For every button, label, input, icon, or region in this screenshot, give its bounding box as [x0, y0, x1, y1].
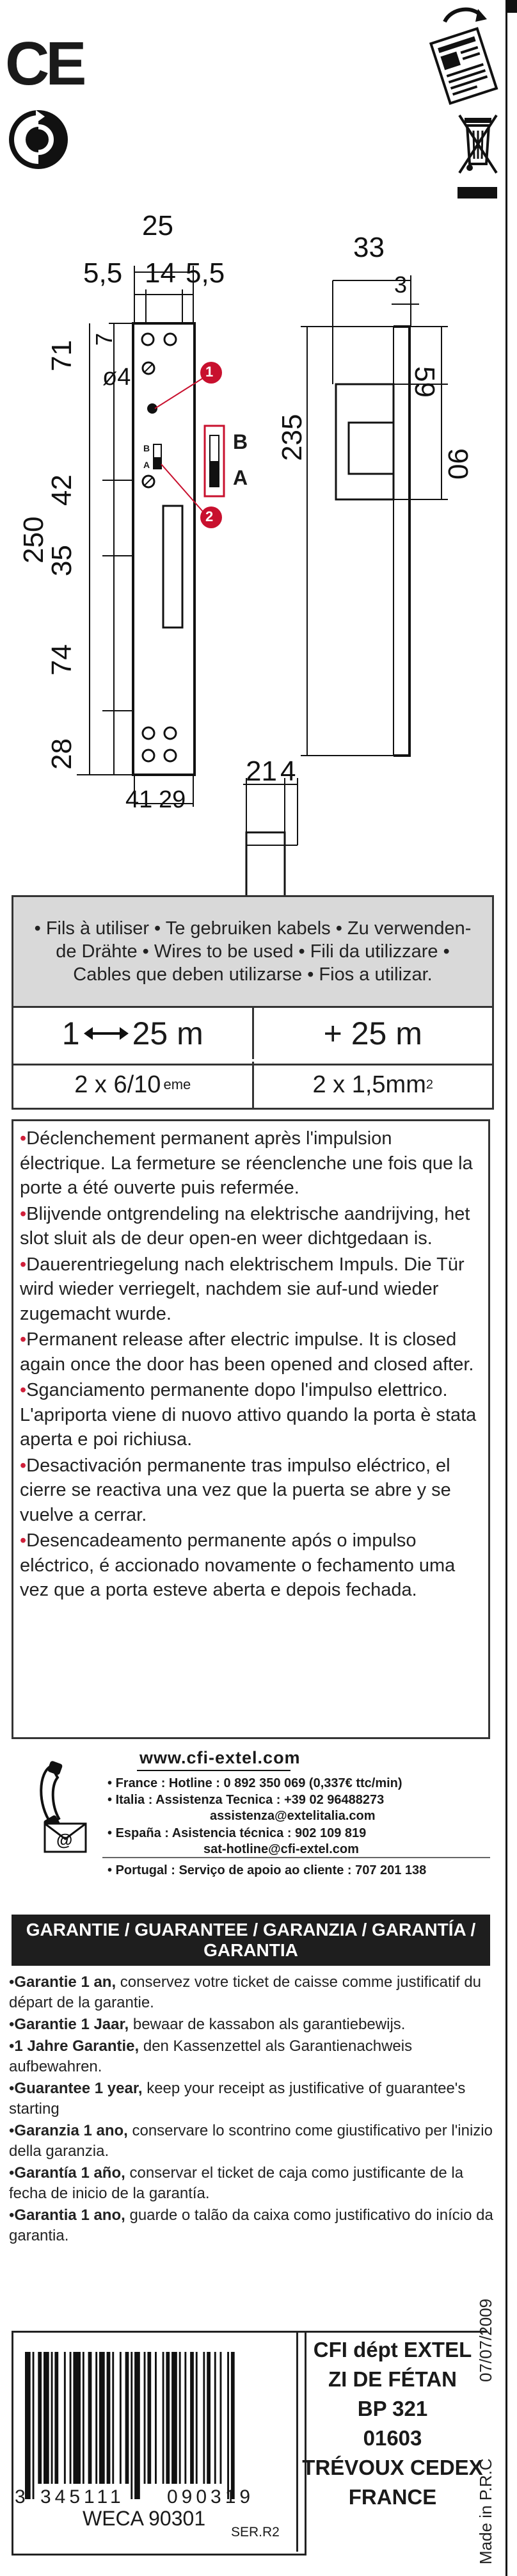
- section-2-sup: 2: [426, 1077, 433, 1092]
- barcode-bar: [33, 2352, 35, 2499]
- series-code: SER.R2: [231, 2525, 280, 2540]
- green-dot-icon: [6, 108, 70, 172]
- dim-h5: 74: [46, 644, 77, 676]
- description-item: •Permanent release after electric impulse. It is closed again once the door has been opened and closed after.: [20, 1329, 474, 1375]
- guarantee-item: •Garantie 1 an, conservez votre ticket de caisse comme justificatif du départ de la garantie.: [9, 1973, 482, 2011]
- wires-cell-section-2: [252, 1062, 493, 1108]
- manual-icon: [426, 3, 501, 111]
- barcode-bar: [112, 2352, 114, 2484]
- barcode-bar: [179, 2352, 181, 2484]
- dim-height-total: 250: [18, 516, 49, 563]
- crossed-bin-icon: [456, 109, 500, 184]
- barcode-bar: [125, 2352, 129, 2484]
- description-item: •Desencadeamento permanente após o impulso eléctrico, é accionado novamente o fechamento uma vez que a porta esteve aberta e depois fechada.: [20, 1530, 456, 1600]
- section-1-value: 2 x 6/10: [74, 1071, 161, 1098]
- barcode-digits-left: 345111: [40, 2486, 125, 2507]
- wires-row-distance: [13, 1006, 492, 1059]
- marker-2: 2: [205, 508, 214, 524]
- description-box: [12, 1119, 490, 1739]
- distance-start: 1: [61, 1016, 80, 1051]
- barcode-digits-right: 090319: [167, 2486, 255, 2507]
- dim-part-w1: 21: [246, 756, 277, 787]
- barcode-bar: [131, 2352, 132, 2499]
- contact-italia-mail: assistenza@extelitalia.com: [210, 1809, 376, 1823]
- barcode-bar: [214, 2352, 216, 2484]
- guarantee-item: •1 Jahre Garantie, den Kassenzettel als Garantienachweis aufbewahren.: [9, 2037, 413, 2075]
- double-arrow-icon: [84, 1024, 129, 1043]
- contact-portugal: • Portugal : Serviço de apoio ao cliente : 707 201 138: [107, 1863, 427, 1877]
- address-block: [296, 2331, 487, 2552]
- wires-heading: • Fils à utiliser • Te gebruiken kabels • Zu verwenden-de Drähte • Wires to be used • Fili da utilizzare • Cables que deben utilizarse • Fios a utilizar.: [13, 897, 492, 1006]
- barcode-bar: [44, 2352, 49, 2484]
- wires-cell-distance-2: + 25 m: [252, 1008, 493, 1059]
- website-link[interactable]: www.cfi-extel.com: [139, 1748, 301, 1767]
- dim-hole: ø4: [102, 364, 131, 391]
- barcode-image: [25, 2352, 294, 2499]
- barcode-bar: [231, 2352, 235, 2499]
- ce-mark: CE: [5, 29, 83, 98]
- barcode-bar: [107, 2352, 111, 2484]
- dim-bottom2: 29: [159, 786, 186, 813]
- barcode-bar: [25, 2352, 31, 2499]
- switch-label-a-small: A: [143, 460, 150, 470]
- dim-width-total: 25: [142, 210, 173, 241]
- svg-text:@: @: [56, 1830, 73, 1849]
- wires-table: [12, 895, 494, 1065]
- barcode-bar: [144, 2352, 146, 2484]
- made-in: Made in P.R.C: [476, 2458, 495, 2564]
- switch-label-a: A: [233, 466, 248, 489]
- dim-part-w2: 4: [280, 756, 296, 787]
- description-item: •Desactivación permanente tras impulso eléctrico, el cierre se reactiva una vez que la puerta se abre y se vuelve a cerrar.: [20, 1455, 451, 1525]
- address-line: CFI dépt EXTEL: [313, 2338, 472, 2361]
- barcode-bar: [64, 2352, 66, 2484]
- dim-side-h-top: 59: [409, 366, 440, 398]
- guarantee-item: •Garantie 1 Jaar, bewaar de kassabon als garantiebewijs.: [9, 2016, 406, 2033]
- barcode-bar: [38, 2352, 42, 2484]
- barcode-bar: [166, 2352, 170, 2484]
- marker-1: 1: [205, 364, 214, 380]
- phone-mail-icon: [26, 1760, 96, 1856]
- description-item: •Déclenchement permanent après l'impulsion électrique. La fermeture se réenclenche une fois que la porte a été ouverte puis refermée.: [20, 1128, 473, 1198]
- wires-section-row: [12, 1062, 494, 1110]
- wires-cell-distance-1: [13, 1008, 252, 1059]
- guarantee-item: •Guarantee 1 year, keep your receipt as justificative of guarantee's starting: [9, 2080, 466, 2118]
- barcode-bar: [147, 2352, 151, 2484]
- barcode-bar: [227, 2352, 229, 2499]
- barcode-bar: [95, 2352, 97, 2484]
- barcode-bar: [73, 2352, 81, 2484]
- switch-label-b: B: [233, 430, 248, 453]
- section-1-sup: eme: [163, 1076, 191, 1092]
- website-underline: [137, 1770, 290, 1771]
- contact-divider: [102, 1857, 490, 1858]
- barcode-bar: [207, 2352, 211, 2484]
- guarantee-item: •Garanzia 1 ano, conservare lo scontrino come giustificativo per l'inizio della garanzia.: [9, 2122, 493, 2160]
- product-reference: WECA 90301: [83, 2507, 206, 2530]
- description-item: •Dauerentriegelung nach elektrischem Impuls. Die Tür wird wieder verriegelt, nachdem sie auf-und wieder zugemacht wurde.: [20, 1254, 465, 1324]
- barcode-digit-first: 3: [15, 2486, 26, 2507]
- address-line: ZI DE FÉTAN: [328, 2367, 457, 2391]
- barcode-bar: [134, 2352, 140, 2499]
- barcode-bar: [70, 2352, 72, 2484]
- right-margin: [502, 0, 517, 2576]
- barcode-bar: [220, 2352, 222, 2484]
- bin-underline: [457, 187, 497, 198]
- barcode-bar: [196, 2352, 198, 2484]
- dim-h6: 28: [46, 738, 77, 770]
- barcode-bar: [51, 2352, 53, 2484]
- contact-espana: • España : Asistencia técnica : 902 109 819: [107, 1826, 367, 1840]
- dim-h1: 71: [46, 340, 77, 371]
- right-margin-tick: [505, 0, 517, 13]
- address-line: FRANCE: [348, 2485, 437, 2509]
- contact-france: • France : Hotline : 0 892 350 069 (0,337€ ttc/min): [107, 1776, 402, 1790]
- address-line: TRÉVOUX CEDEX: [302, 2456, 483, 2479]
- dim-side-h-mid: 90: [442, 448, 473, 480]
- barcode-bar: [99, 2352, 105, 2484]
- contact-espana-mail: sat-hotline@cfi-extel.com: [203, 1842, 359, 1856]
- dim-bottom: 41: [125, 786, 153, 813]
- dim-side-top: 33: [353, 232, 385, 263]
- barcode-bar: [203, 2352, 205, 2484]
- print-date: 07/07/2009: [476, 2298, 495, 2382]
- guarantee-item: •Garantía 1 año, conservar el ticket de caja como justificante de la fecha de inicio de la garantía.: [9, 2164, 464, 2202]
- address-line: BP 321: [357, 2397, 428, 2420]
- barcode-bar: [88, 2352, 92, 2484]
- right-margin-line: [505, 0, 507, 2576]
- barcode-bar: [171, 2352, 177, 2484]
- dim-side-offset: 3: [394, 271, 408, 298]
- dim-h2: 7: [91, 332, 117, 346]
- barcode-bar: [83, 2352, 84, 2484]
- barcode-box: [12, 2331, 306, 2556]
- barcode-bar: [184, 2352, 186, 2484]
- barcode-bar: [120, 2352, 122, 2484]
- barcode-bar: [163, 2352, 164, 2484]
- dim-w2: 14: [145, 257, 176, 289]
- barcode-bar: [190, 2352, 194, 2484]
- contact-italia: • Italia : Assistenza Tecnica : +39 02 96488273: [107, 1793, 385, 1807]
- wires-cell-section-1: [13, 1062, 252, 1108]
- section-2-value: 2 x 1,5mm: [312, 1071, 426, 1098]
- description-item: •Blijvende ontgrendeling na elektrische aandrijving, het slot sluit als de deur open-en weer dichtgedaan is.: [20, 1203, 470, 1249]
- dim-w3: 5,5: [186, 257, 225, 289]
- description-item: •Sganciamento permanente dopo l'impulso elettrico. L'apriporta viene di nuovo attivo quando la porta è stata aperta e poi richiusa.: [20, 1380, 477, 1450]
- dim-side-total: 235: [276, 414, 308, 461]
- barcode-bar: [155, 2352, 157, 2484]
- guarantee-list: [9, 1972, 495, 2248]
- distance-end: 25 m: [132, 1016, 203, 1051]
- dim-h3: 42: [46, 474, 77, 506]
- guarantee-heading: GARANTIE / GUARANTEE / GARANZIA / GARANTÍA / GARANTIA: [12, 1915, 490, 1966]
- dim-h4: 35: [46, 545, 77, 576]
- switch-label-b-small: B: [143, 443, 150, 453]
- guarantee-item: •Garantia 1 ano, guarde o talão da caixa como justificativo do início da garantia.: [9, 2207, 493, 2244]
- barcode-bar: [54, 2352, 58, 2484]
- address-line: 01603: [363, 2426, 422, 2450]
- dim-w1: 5,5: [83, 257, 123, 289]
